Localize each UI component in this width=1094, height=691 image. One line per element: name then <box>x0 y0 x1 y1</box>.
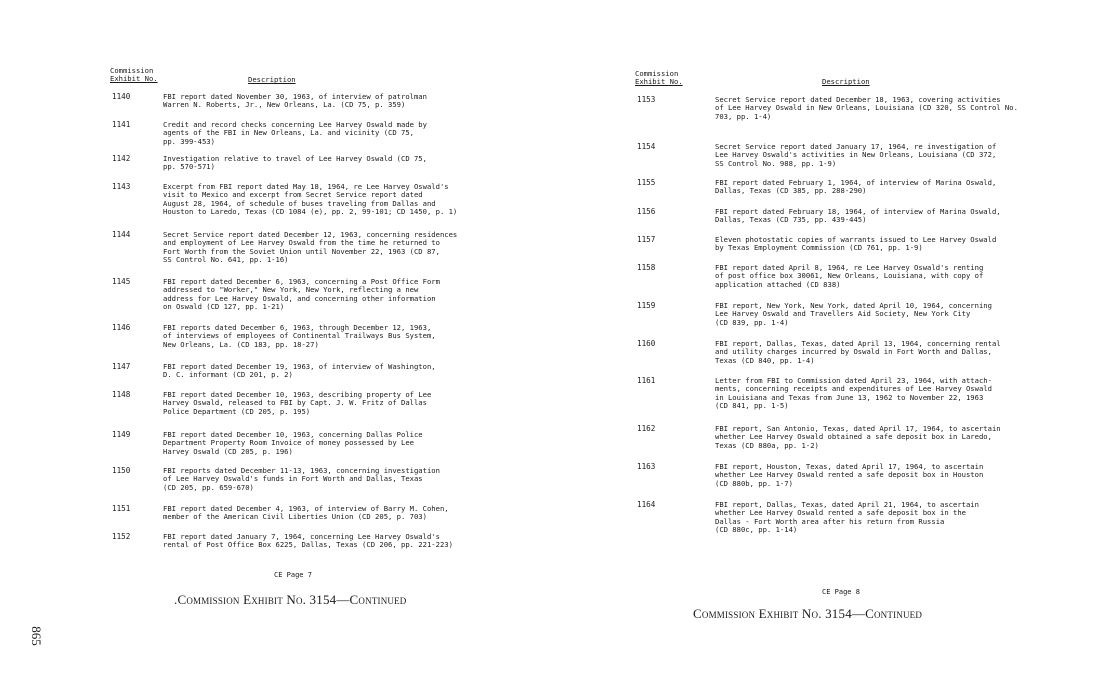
description-line: FBI report dated December 6, 1963, concerning a Post Office Form <box>163 277 440 286</box>
exhibit-caption: Commission Exhibit No. 3154—Continued <box>693 606 923 621</box>
exhibit-column-header-line1: Commission <box>635 69 679 78</box>
description-line: Eleven photostatic copies of warrants issued to Lee Harvey Oswald <box>715 235 997 244</box>
description-line: FBI reports dated December 6, 1963, through December 12, 1963, <box>163 323 432 332</box>
exhibit-number: 1151 <box>112 504 131 513</box>
exhibit-description <box>163 324 495 349</box>
exhibit-description <box>715 340 1033 365</box>
description-line: FBI report, San Antonio, Texas, dated April 17, 1964, to ascertain <box>715 424 1001 433</box>
description-line: Department Property Room Invoice of money possessed by Lee <box>163 438 414 448</box>
description-line: Dallas, Texas (CD 735, pp. 439-445) <box>715 215 867 225</box>
description-line: rental of Post Office Box 6225, Dallas, Texas (CD 206, pp. 221-223) <box>163 540 453 550</box>
description-line: (CD 205, pp. 659-670) <box>163 482 254 492</box>
left-page <box>108 0 498 691</box>
description-line: Dallas, Texas (CD 385, pp. 288-290) <box>715 186 867 196</box>
description-line: Harvey Oswald (CD 205, p. 196) <box>163 446 293 456</box>
description-line: whether Lee Harvey Oswald rented a safe deposit box in Houston <box>715 470 984 480</box>
description-line: SS Control No. 988, pp. 1-9) <box>715 158 837 168</box>
exhibit-number: 1152 <box>112 532 131 541</box>
exhibit-description <box>163 231 495 265</box>
description-line: on Oswald (CD 127, pp. 1-21) <box>163 302 285 312</box>
exhibit-description <box>163 93 495 110</box>
description-line: Police Department (CD 205, p. 195) <box>163 406 311 416</box>
exhibit-number: 1145 <box>112 277 131 286</box>
exhibit-number: 1148 <box>112 390 131 399</box>
exhibit-number: 1158 <box>637 263 656 272</box>
description-line: FBI report, New York, New York, dated April 10, 1964, concerning <box>715 301 992 310</box>
exhibit-description <box>715 463 1033 488</box>
description-line: Texas (CD 840, pp. 1-4) <box>715 355 815 365</box>
description-line: member of the American Civil Liberties Union (CD 205, p. 703) <box>163 512 427 522</box>
description-line: Houston to Laredo, Texas (CD 1084 (e), pp. 2, 99-101; CD 1450, p. 1) <box>163 207 458 217</box>
exhibit-description <box>715 264 1033 289</box>
exhibit-number: 1147 <box>112 362 131 371</box>
ce-page-label: CE Page 7 <box>274 571 312 579</box>
description-line: whether Lee Harvey Oswald obtained a safe deposit box in Laredo, <box>715 432 992 442</box>
description-line: FBI report, Houston, Texas, dated April 17, 1964, to ascertain <box>715 462 984 471</box>
exhibit-number: 1159 <box>637 301 656 310</box>
description-line: application attached (CD 838) <box>715 279 841 289</box>
description-line: FBI report, Dallas, Texas, dated April 13, 1964, concerning rental <box>715 339 1001 348</box>
exhibit-description <box>163 278 495 312</box>
margin-page-number: 865 <box>28 626 44 646</box>
exhibit-description <box>163 467 495 492</box>
description-line: FBI report dated April 8, 1964, re Lee Harvey Oswald's renting <box>715 263 984 272</box>
exhibit-number: 1161 <box>637 376 656 385</box>
exhibit-number: 1146 <box>112 323 131 332</box>
description-line: Dallas - Fort Worth area after his return from Russia <box>715 516 945 526</box>
description-line: Investigation relative to travel of Lee Harvey Oswald (CD 75, <box>163 154 427 163</box>
description-line: pp. 399-453) <box>163 136 215 146</box>
description-line: FBI report dated February 1, 1964, of interview of Marina Oswald, <box>715 178 997 187</box>
description-line: and utility charges incurred by Oswald in Fort Worth and Dallas, <box>715 347 992 357</box>
exhibit-column-header-line1: Commission <box>110 66 154 75</box>
description-line: of post office box 30061, New Orleans, Louisiana, with copy of <box>715 271 984 281</box>
description-line: Secret Service report dated December 18, 1963, covering activities <box>715 95 1001 104</box>
description-line: FBI report dated December 10, 1963, describing property of Lee <box>163 390 432 399</box>
description-line: address for Lee Harvey Oswald, and concerning other information <box>163 293 436 303</box>
exhibit-number: 1144 <box>112 230 131 239</box>
exhibit-column-header-line2: Exhibit No. <box>635 77 683 86</box>
exhibit-number: 1149 <box>112 430 131 439</box>
description-line: August 28, 1964, of schedule of buses traveling from Dallas and <box>163 198 436 208</box>
description-line: (CD 880b, pp. 1-7) <box>715 478 793 488</box>
description-line: (CD 880c, pp. 1-14) <box>715 525 798 535</box>
description-column-header: Description <box>822 77 870 86</box>
exhibit-number: 1142 <box>112 154 131 163</box>
description-line: whether Lee Harvey Oswald rented a safe deposit box in the <box>715 508 966 518</box>
description-line: FBI report dated December 19, 1963, of interview of Washington, <box>163 362 436 371</box>
description-column-header: Description <box>248 75 296 84</box>
exhibit-description <box>163 391 495 416</box>
exhibit-description <box>715 208 1033 225</box>
exhibit-column-header <box>110 67 158 83</box>
exhibit-number: 1163 <box>637 462 656 471</box>
description-line: Fort Worth from the Soviet Union until November 22, 1963 (CD 87, <box>163 246 440 256</box>
description-line: Secret Service report dated January 17, 1964, re investigation of <box>715 142 997 151</box>
exhibit-number: 1164 <box>637 500 656 509</box>
description-line: FBI report dated January 7, 1964, concerning Lee Harvey Oswald's <box>163 532 440 541</box>
exhibit-description <box>163 155 495 172</box>
exhibit-description <box>163 431 495 456</box>
exhibit-description <box>163 121 495 146</box>
exhibit-description <box>715 179 1033 196</box>
description-line: Lee Harvey Oswald and Travellers Aid Society, New York City <box>715 309 971 319</box>
exhibit-caption: .Commission Exhibit No. 3154—Continued <box>174 592 407 607</box>
description-line: SS Control No. 641, pp. 1-16) <box>163 255 289 265</box>
description-line: D. C. informant (CD 201, p. 2) <box>163 370 293 380</box>
description-line: agents of the FBI in New Orleans, La. and vicinity (CD 75, <box>163 128 414 138</box>
description-line: FBI report dated November 30, 1963, of interview of patrolman <box>163 92 427 101</box>
description-line: ments, concerning receipts and expenditures of Lee Harvey Oswald <box>715 384 992 394</box>
exhibit-number: 1157 <box>637 235 656 244</box>
description-line: of interviews of employees of Continental Trailways Bus System, <box>163 331 436 341</box>
exhibit-number: 1143 <box>112 182 131 191</box>
exhibit-description <box>715 236 1033 253</box>
description-line: Texas (CD 880a, pp. 1-2) <box>715 440 819 450</box>
exhibit-description <box>163 533 495 550</box>
description-line: Warren N. Roberts, Jr., New Orleans, La. (CD 75, p. 359) <box>163 100 406 110</box>
description-line: Lee Harvey Oswald's activities in New Orleans, Louisiana (CD 372, <box>715 150 997 160</box>
exhibit-description <box>715 501 1033 535</box>
description-line: in Louisiana and Texas from June 13, 1962 to November 22, 1963 <box>715 392 984 402</box>
description-line: Credit and record checks concerning Lee Harvey Oswald made by <box>163 120 427 129</box>
exhibit-number: 1153 <box>637 95 656 104</box>
description-line: FBI reports dated December 11-13, 1963, concerning investigation <box>163 466 440 475</box>
description-line: addressed to "Worker," New York, New York, reflecting a new <box>163 285 419 295</box>
description-line: of Lee Harvey Oswald in New Orleans, Louisiana (CD 320, SS Control No. <box>715 103 1018 113</box>
description-line: FBI report dated December 4, 1963, of interview of Barry M. Cohen, <box>163 504 449 513</box>
description-line: 703, pp. 1-4) <box>715 111 772 121</box>
exhibit-description <box>715 377 1033 411</box>
description-line: Harvey Oswald, released to FBI by Capt. J. W. Fritz of Dallas <box>163 398 427 408</box>
description-line: by Texas Employment Commission (CD 761, pp. 1-9) <box>715 243 923 253</box>
exhibit-number: 1156 <box>637 207 656 216</box>
exhibit-column-header <box>635 70 683 86</box>
description-line: FBI report, Dallas, Texas, dated April 21, 1964, to ascertain <box>715 500 979 509</box>
description-line: Secret Service report dated December 12, 1963, concerning residences <box>163 230 458 239</box>
exhibit-number: 1141 <box>112 120 131 129</box>
exhibit-description <box>715 425 1033 450</box>
exhibit-number: 1155 <box>637 178 656 187</box>
description-line: (CD 841, pp. 1-5) <box>715 401 789 411</box>
ce-page-label: CE Page 8 <box>822 588 860 596</box>
exhibit-description <box>715 96 1033 121</box>
description-line: FBI report dated December 10, 1963, concerning Dallas Police <box>163 430 423 439</box>
description-line: Excerpt from FBI report dated May 18, 1964, re Lee Harvey Oswald's <box>163 182 449 191</box>
exhibit-number: 1162 <box>637 424 656 433</box>
description-line: visit to Mexico and excerpt from Secret Service report dated <box>163 190 423 200</box>
exhibit-column-header-line2: Exhibit No. <box>110 74 158 83</box>
exhibit-description <box>715 302 1033 327</box>
description-line: of Lee Harvey Oswald's funds in Fort Worth and Dallas, Texas <box>163 474 423 484</box>
exhibit-number: 1160 <box>637 339 656 348</box>
description-line: and employment of Lee Harvey Oswald from the time he returned to <box>163 238 440 248</box>
exhibit-description <box>715 143 1033 168</box>
exhibit-description <box>163 505 495 522</box>
exhibit-number: 1140 <box>112 92 131 101</box>
description-line: FBI report dated February 18, 1964, of interview of Marina Oswald, <box>715 207 1001 216</box>
exhibit-description <box>163 363 495 380</box>
exhibit-description <box>163 183 495 217</box>
right-page <box>633 0 1033 691</box>
exhibit-number: 1150 <box>112 466 131 475</box>
description-line: Letter from FBI to Commission dated April 23, 1964, with attach- <box>715 376 992 385</box>
exhibit-number: 1154 <box>637 142 656 151</box>
description-line: (CD 839, pp. 1-4) <box>715 317 789 327</box>
description-line: pp. 570-571) <box>163 162 215 172</box>
description-line: New Orleans, La. (CD 183, pp. 18-27) <box>163 339 319 349</box>
